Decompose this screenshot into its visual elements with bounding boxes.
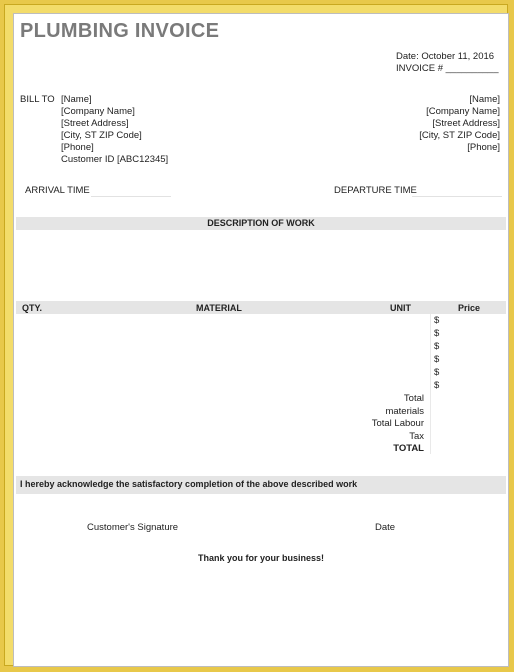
bill-to-phone[interactable]: [Phone] — [61, 142, 94, 153]
invoice-number-row — [396, 63, 498, 74]
invoice-page — [13, 13, 509, 667]
date-value: October 11, 2016 — [421, 51, 495, 62]
ship-to-block — [419, 94, 500, 154]
bill-to-name[interactable]: [Name] — [61, 94, 92, 105]
total-labour-label: Total Labour — [371, 418, 424, 429]
totals-block — [372, 393, 424, 456]
bill-to-label: BILL TO — [20, 94, 55, 105]
column-divider — [430, 314, 431, 454]
materials-header — [16, 301, 506, 314]
departure-time-label: DEPARTURE TIME — [334, 185, 417, 196]
thank-you-note: Thank you for your business! — [197, 553, 325, 563]
description-area[interactable] — [16, 230, 506, 300]
bill-to-block — [61, 94, 168, 166]
acknowledgement-text: I hereby acknowledge the satisfactory completion of the above described work — [20, 479, 358, 489]
col-price: Price — [458, 303, 481, 313]
invoice-number-value[interactable]: __________ — [445, 63, 499, 74]
bill-to-company[interactable]: [Company Name] — [61, 106, 135, 117]
ship-to-phone[interactable]: [Phone] — [467, 142, 500, 153]
ship-to-company[interactable]: [Company Name] — [426, 106, 500, 117]
price-cell[interactable]: $ — [434, 367, 440, 378]
departure-time-field[interactable] — [412, 196, 502, 197]
acknowledgement-band — [16, 476, 506, 494]
grand-total-label: TOTAL — [393, 443, 424, 454]
ship-to-city[interactable]: [City, ST ZIP Code] — [419, 130, 500, 141]
price-cell[interactable]: $ — [434, 354, 440, 365]
price-cell[interactable]: $ — [434, 328, 440, 339]
page-frame — [4, 4, 508, 666]
ship-to-street[interactable]: [Street Address] — [432, 118, 500, 129]
description-header — [16, 217, 506, 230]
signature-label: Customer's Signature — [87, 522, 179, 533]
price-cell[interactable]: $ — [434, 341, 440, 352]
arrival-time-field[interactable] — [91, 196, 171, 197]
invoice-number-label: INVOICE # — [396, 63, 443, 74]
bill-to-city[interactable]: [City, ST ZIP Code] — [61, 130, 142, 141]
ship-to-name[interactable]: [Name] — [469, 94, 500, 105]
signature-date-label: Date — [375, 522, 396, 533]
date-row — [396, 51, 494, 62]
page-title: PLUMBING INVOICE — [20, 20, 220, 42]
price-cell[interactable]: $ — [434, 380, 440, 391]
total-materials-label-1: Total — [403, 393, 424, 404]
col-qty: QTY. — [22, 303, 43, 313]
description-header-text: DESCRIPTION OF WORK — [207, 218, 315, 228]
price-cell[interactable]: $ — [434, 315, 440, 326]
tax-label: Tax — [409, 430, 424, 442]
col-unit: UNIT — [390, 303, 411, 313]
price-column — [434, 314, 439, 392]
total-materials-label-2: materials — [385, 405, 424, 417]
arrival-time-label: ARRIVAL TIME — [25, 185, 90, 196]
col-material: MATERIAL — [196, 303, 242, 313]
customer-id[interactable]: Customer ID [ABC12345] — [61, 154, 169, 165]
date-label: Date: — [396, 51, 419, 62]
bill-to-street[interactable]: [Street Address] — [61, 118, 129, 129]
